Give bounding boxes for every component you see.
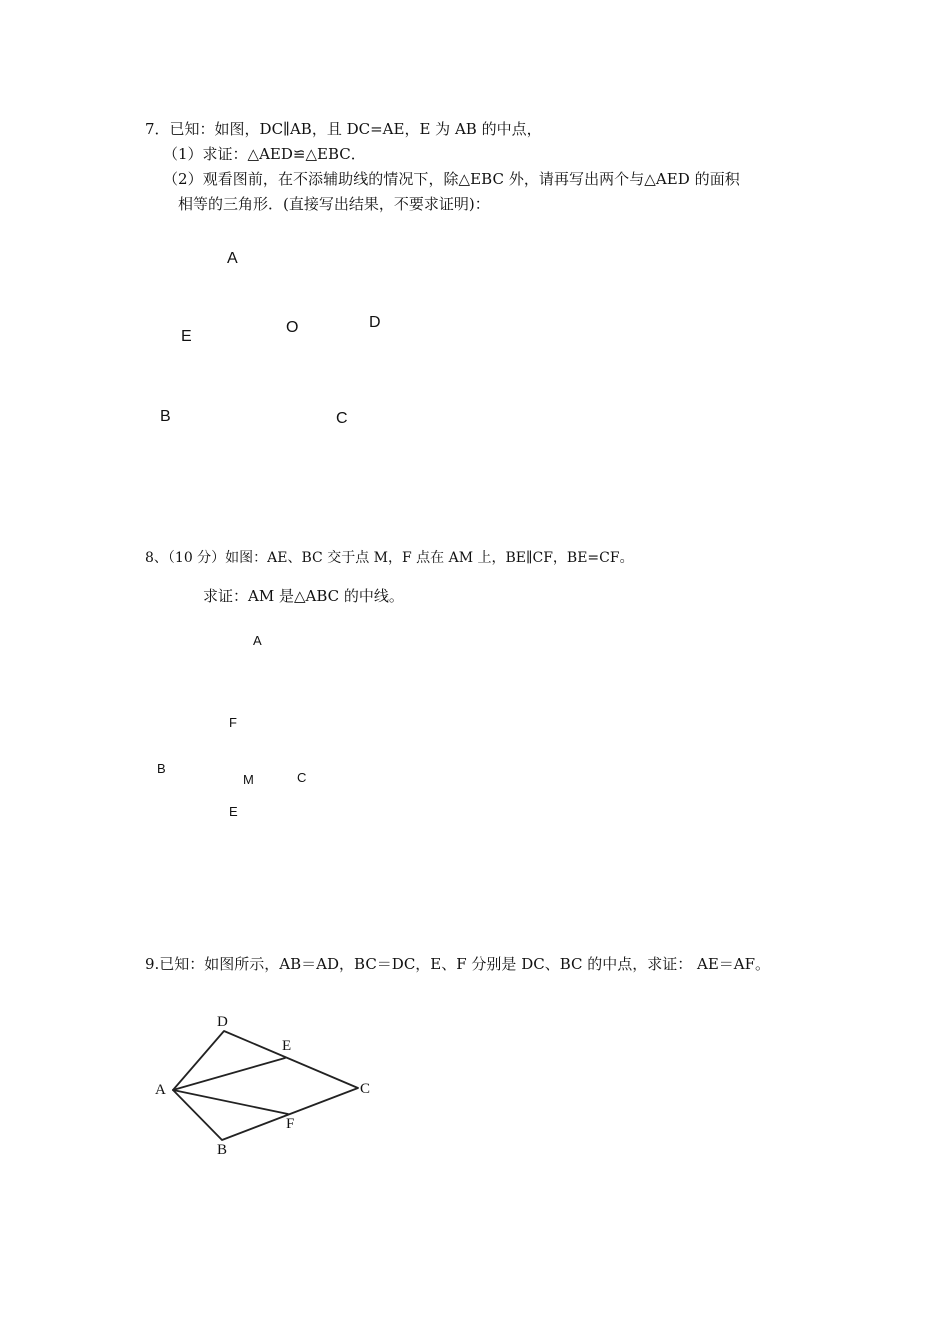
q8-line-2: 求证：AM 是△ABC 的中线。 [203,587,404,605]
q8-point-c: C [297,770,307,785]
q9-point-b: B [217,1142,228,1158]
q7-point-o: O [286,319,299,336]
q7-line-4: 相等的三角形．(直接写出结果，不要求证明)： [178,195,490,213]
q9-point-f: F [286,1116,295,1132]
q8-point-e: E [229,804,238,819]
q7-line-3: （2）观看图前，在不添辅助线的情况下，除△EBC 外，请再写出两个与△AED 的面积 [163,170,740,188]
q7-point-b: B [160,408,171,425]
q9-segment-af [173,1090,288,1114]
q8-point-f: F [229,715,237,730]
q7-line-1: 7．已知：如图，DC∥AB，且 DC=AE，E 为 AB 的中点， [145,120,542,138]
q7-point-d: D [369,314,381,331]
q8-point-m: M [243,772,254,787]
q7-point-a: A [227,250,238,267]
q9-line-1: 9.已知：如图所示，AB＝AD，BC＝DC，E、F 分别是 DC、BC 的中点，求证： AE＝AF。 [145,955,771,973]
q9-segment-ae [173,1058,285,1090]
q7-line-2: （1）求证：△AED≌△EBC． [163,145,366,163]
q9-kite-outline [173,1031,358,1140]
q8-point-a: A [253,633,262,648]
q8-line-1: 8、（10 分）如图：AE、BC 交于点 M，F 点在 AM 上，BE∥CF，BE=CF。 [145,550,634,566]
q8-point-b: B [157,761,166,776]
q9-point-e: E [282,1038,292,1054]
q7-point-e: E [181,328,192,345]
q9-point-a: A [155,1082,166,1098]
q9-kite-diagram [150,1015,390,1165]
q9-point-d: D [217,1014,228,1030]
q9-point-c: C [360,1081,371,1097]
q7-point-c: C [336,410,348,427]
